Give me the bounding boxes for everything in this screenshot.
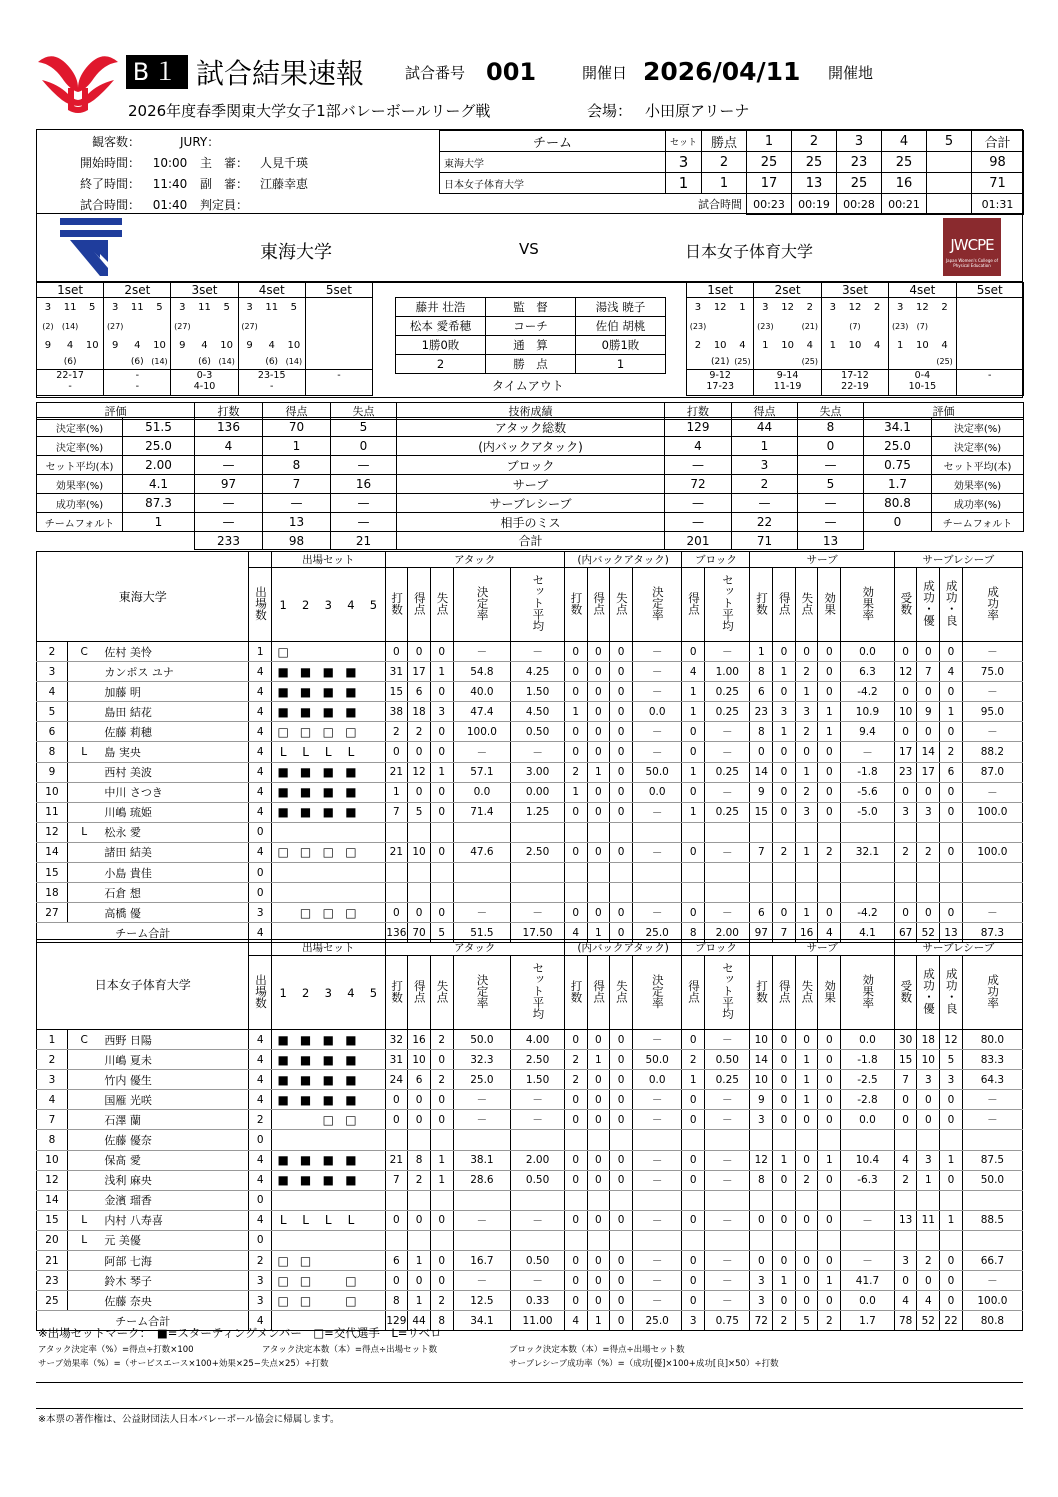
staff-table: 藤井 壮浩 監 督 湯浅 暁子 松本 愛希穂 コーチ 佐伯 胡桃 1勝0敗 通 算 0勝1敗 2 勝 点 1	[395, 297, 666, 374]
player-row: 25 佐藤 奈央 3 □ □ □ 8 1 2 12.5 0.33 0 0 0 － 0 － 3 0 0 0 0.0 4 4 0 100.0	[37, 1291, 1023, 1311]
set-label: 1set	[687, 283, 754, 298]
set-mark-legend: ※出場セットマーク： ■=スターティングメンバー □=交代選手 L=リベロ	[38, 1326, 442, 1340]
vs-label: VS	[519, 240, 539, 258]
score-table: チーム セット 勝点 1 2 3 4 5 合計 東海大学 3 2 25 25 23 25 98 日本女子体育大学 1 1 17 13 25 16 71 試合時間 00:23 00:19 00:28 00:21 01:31	[439, 130, 1024, 215]
timeout-scores: 0-4 10-15	[889, 370, 956, 396]
page-title: 試合結果速報	[196, 57, 365, 90]
set-label: 1set	[37, 283, 104, 298]
player-row: 14 諸田 結美 4 □ □ □ □ 21 10 0 47.6 2.50 0 0 0 － 0 － 7 2 1 2 32.1 2 2 0 100.0	[37, 842, 1023, 862]
timeout-scores: -	[956, 370, 1023, 396]
tech-row: チームフォルト 1 — 13 — 相手のミス — 22 — 0 チームフォルト	[37, 513, 1024, 532]
player-row: 15 小島 貴佳 0	[37, 863, 1023, 883]
set-label: 3set	[171, 283, 238, 298]
venue-name: 小田原アリーナ	[645, 102, 750, 120]
tech-row: 成功率(%) 87.3 — — — サーブレシーブ — — — 80.8 成功率(%)	[37, 494, 1024, 513]
team-name-header: 東海大学	[37, 552, 249, 642]
formula-note-1: アタック決定率（%）=得点÷打数×100	[38, 1345, 194, 1355]
timeout-scores: 9-14 11-19	[754, 370, 821, 396]
tech-row: 決定率(%) 51.5 136 70 5 アタック総数 129 44 8 34.1 決定率(%)	[37, 418, 1024, 437]
player-row: 2 C 佐村 美怜 1 □ 0 0 0 － － 0 0 0 － 0 － 1 0 0 0 0.0 0 0 0 －	[37, 642, 1023, 662]
away-player-table: 日本女子体育大学 出場セット アタック (内バックアタック) ブロック サーブ サーブレシーブ 出場数 1 2 3 4 5 打数 得点 失点 決定率 セット平均 打数 得点 失点 決定率 得点 セット平均 打数 得点 失点 効果 効果率 受数 成功・優 成功・良 成功率 1 C 西野 日陽 4 ■ ■ ■ ■ 32 16 2 50.0 4.00 0 0 0 － 0 － 10 0 0 0 0.0 30 18 12 80.0 2 川嶋 夏未 4 ■ ■ ■ ■ 31 10 0 32.3 2.50 2 1 0 50.0 2 0.50 14 0 1 0 -1.8 15 10 5 83.3 3 竹内 優生 4 ■ ■ ■ ■ 24 6 2 25.0 1.50 2 0 0 0.0 1 0.25 10 0 1 0 -2.5 7 3 3 64.3 4 国雁 光咲 4 ■ ■ ■ ■ 0 0 0 － － 0 0 0 － 0 － 9 0 1 0 -2.8 0 0 0 － 7 石澤 蘭 2 □ □ 0 0 0 － － 0 0 0 － 0 － 3 0 0 0 0.0 0 0 0 － 8 佐藤 優奈 0 10 保髙 愛 4 ■ ■ ■ ■ 21 8 1 38.1 2.00 0 0 0 － 0 － 12 1 0 1 10.4 4 3 1 87.5 12 浅利 麻央 4 ■ ■ ■ ■ 7 2 1 28.6 0.50 0 0 0 － 0 － 8 0 2 0 -6.3 2 1 0 50.0 14 金濱 瑠香 0 15 L 内村 八寿喜 4 L L L L 0 0 0 － － 0 0 0 － 0 － 0 0 0 0 － 13 11 1 88.5 20 L 元 美優 0 21 阿部 七海 2 □ □ 6 1 0 16.7 0.50 0 0 0 － 0 － 0 0 0 0 － 3 2 0 66.7 23 鈴木 琴子 3 □ □ □ 0 0 0 － － 0 0 0 － 0 － 3 1 0 1 41.7 0 0 0 － 25 佐藤 奈央 3 □ □ □ 8 1 2 12.5 0.33 0 0 0 － 0 － 3 0 0 0 0.0 4 4 0 100.0 チーム合計 4 129 44 8 34.1 11.00 4 1 0 25.0 3 0.75 72 2 5 2 1.7 78 52 22 80.8	[36, 939, 1023, 1331]
set-label: 2set	[754, 283, 821, 298]
jva-logo	[34, 48, 122, 116]
player-row: 20 L 元 美優 0	[37, 1230, 1023, 1250]
tech-row: セット平均(本) 2.00 — 8 — ブロック — 3 — 0.75 セット平均(本)	[37, 456, 1024, 475]
match-info: 観客数： JURY： 開始時間： 10:00 主 審： 人見千瑛 終了時間： 11:40 副 審： 江藤幸恵 試合時間： 01:40 判定員：	[79, 135, 309, 212]
league-name: 2026年度春季関東大学女子1部バレーボールリーグ戦	[128, 102, 491, 120]
legend-divider	[36, 1382, 1023, 1383]
away-logo: JWCPE Japan Women's College of Physical Education	[943, 218, 1001, 276]
home-logo	[60, 218, 122, 276]
home-team-name: 東海大学	[260, 242, 332, 263]
player-row: 1 C 西野 日陽 4 ■ ■ ■ ■ 32 16 2 50.0 4.00 0 0 0 － 0 － 10 0 0 0 0.0 30 18 12 80.0	[37, 1030, 1023, 1050]
player-row: 8 L 島 実央 4 L L L L 0 0 0 － － 0 0 0 － 0 － 0 0 0 0 － 17 14 2 88.2	[37, 742, 1023, 762]
player-row: 21 阿部 七海 2 □ □ 6 1 0 16.7 0.50 0 0 0 － 0 － 0 0 0 0 － 3 2 0 66.7	[37, 1251, 1023, 1271]
player-row: 15 L 内村 八寿喜 4 L L L L 0 0 0 － － 0 0 0 － 0 － 0 0 0 0 － 13 11 1 88.5	[37, 1210, 1023, 1230]
team-total-row: チーム合計 4 129 44 8 34.1 11.00 4 1 0 25.0 3 0.75 72 2 5 2 1.7 78 52 22 80.8	[37, 1311, 1023, 1331]
formula-note-5: サーブレシーブ成功率（%）=（成功[優]×100+成功[良]×50）÷打数	[509, 1359, 779, 1369]
tech-row: 決定率(%) 25.0 4 1 0 (内バックアタック) 4 1 0 25.0 決定率(%)	[37, 437, 1024, 456]
tech-stats-rows	[36, 417, 1024, 550]
formula-note-3: ブロック決定本数（本）=得点÷出場セット数	[509, 1345, 685, 1355]
set-label: 5set	[305, 283, 372, 298]
timeout-scores: - -	[104, 370, 171, 396]
venue-label: 会場：	[587, 102, 633, 120]
set-label: 3set	[821, 283, 888, 298]
player-row: 14 金濱 瑠香 0	[37, 1190, 1023, 1210]
tech-row: 効果率(%) 4.1 97 7 16 サーブ 72 2 5 1.7 効果率(%)	[37, 475, 1024, 494]
player-row: 3 竹内 優生 4 ■ ■ ■ ■ 24 6 2 25.0 1.50 2 0 0 0.0 1 0.25 10 0 1 0 -2.5 7 3 3 64.3	[37, 1070, 1023, 1090]
player-row: 9 西村 美波 4 ■ ■ ■ ■ 21 12 1 57.1 3.00 2 1 0 50.0 1 0.25 14 0 1 0 -1.8 23 17 6 87.0	[37, 762, 1023, 782]
division-badge: B１	[126, 55, 188, 89]
home-player-table: 東海大学 出場セット アタック (内バックアタック) ブロック サーブ サーブレシーブ 出場数 1 2 3 4 5 打数 得点 失点 決定率 セット平均 打数 得点 失点 決定率 得点 セット平均 打数 得点 失点 効果 効果率 受数 成功・優 成功・良 成功率 2 C 佐村 美怜 1 □ 0 0 0 － － 0 0 0 － 0 － 1 0 0 0 0.0 0 0 0 － 3 カンポス ユナ 4 ■ ■ ■ ■ 31 17 1 54.8 4.25 0 0 0 － 4 1.00 8 1 2 0 6.3 12 7 4 75.0 4 加藤 明 4 ■ ■ ■ ■ 15 6 0 40.0 1.50 0 0 0 － 1 0.25 6 0 1 0 -4.2 0 0 0 － 5 島田 結花 4 ■ ■ ■ ■ 38 18 3 47.4 4.50 1 0 0 0.0 1 0.25 23 3 3 1 10.9 10 9 1 95.0 6 佐藤 莉穂 4 □ □ □ □ 2 2 0 100.0 0.50 0 0 0 － 0 － 8 1 2 1 9.4 0 0 0 － 8 L 島 実央 4 L L L L 0 0 0 － － 0 0 0 － 0 － 0 0 0 0 － 17 14 2 88.2 9 西村 美波 4 ■ ■ ■ ■ 21 12 1 57.1 3.00 2 1 0 50.0 1 0.25 14 0 1 0 -1.8 23 17 6 87.0 10 中川 さつき 4 ■ ■ ■ ■ 1 0 0 0.0 0.00 1 0 0 0.0 0 － 9 0 2 0 -5.6 0 0 0 － 11 川嶋 琉姫 4 ■ ■ ■ ■ 7 5 0 71.4 1.25 0 0 0 － 1 0.25 15 0 3 0 -5.0 3 3 0 100.0 12 L 松永 愛 0 14 諸田 結美 4 □ □ □ □ 21 10 0 47.6 2.50 0 0 0 － 0 － 7 2 1 2 32.1 2 2 0 100.0 15 小島 貴佳 0 18 石倉 想 0 27 高橋 優 3 □ □ □ 0 0 0 － － 0 0 0 － 0 － 6 0 1 0 -4.2 0 0 0 － チーム合計 4 136 70 5 51.5 17.50 4 1 0 25.0 8 2.00 97 7 16 4 4.1 67 52 13 87.3	[36, 551, 1023, 943]
player-row: 10 中川 さつき 4 ■ ■ ■ ■ 1 0 0 0.0 0.00 1 0 0 0.0 0 － 9 0 2 0 -5.6 0 0 0 －	[37, 782, 1023, 802]
player-row: 5 島田 結花 4 ■ ■ ■ ■ 38 18 3 47.4 4.50 1 0 0 0.0 1 0.25 23 3 3 1 10.9 10 9 1 95.0	[37, 702, 1023, 722]
home-set-table: 1set 2set 3set 4set 5set 3 11 5 3 11 5 3 11 5 3 11 5 (2) (14) (27) (27) (27) 9 4 10 9 4 10 9 4 10 9 4 10 (6) (6) (14) (6) (14) (6) (14) 22-17 - - - 0-3 4-10 23-15 - -	[36, 282, 373, 396]
set-label: 2set	[104, 283, 171, 298]
timeout-scores: 23-15 -	[238, 370, 305, 396]
away-set-table: 1set 2set 3set 4set 5set 3 12 1 3 12 2 3 12 2 3 12 2 (23) (23) (21) (7) (23) (7) 2 10 4 1 10 4 1 10 4 1 10 4 (21) (25) (25) (25) 9-12 17-23 9-14 11-19 17-12 22-19 0-4 10-15 -	[686, 282, 1024, 396]
copyright-note: ※本票の著作権は、公益財団法人日本バレーボール協会に帰属します。	[38, 1414, 340, 1425]
timeout-scores: 17-12 22-19	[821, 370, 888, 396]
player-row: 7 石澤 蘭 2 □ □ 0 0 0 － － 0 0 0 － 0 － 3 0 0 0 0.0 0 0 0 －	[37, 1110, 1023, 1130]
formula-note-2: アタック決定本数（本）=得点÷出場セット数	[262, 1345, 438, 1355]
player-row: 2 川嶋 夏未 4 ■ ■ ■ ■ 31 10 0 32.3 2.50 2 1 0 50.0 2 0.50 14 0 1 0 -1.8 15 10 5 83.3	[37, 1050, 1023, 1070]
match-date: 2026/04/11	[643, 57, 801, 86]
score-row-away: 日本女子体育大学 1 1 17 13 25 16 71	[440, 173, 1024, 194]
set-label: 5set	[956, 283, 1023, 298]
away-team-name: 日本女子体育大学	[685, 242, 814, 261]
player-row: 27 高橋 優 3 □ □ □ 0 0 0 － － 0 0 0 － 0 － 6 0 1 0 -4.2 0 0 0 －	[37, 903, 1023, 923]
player-row: 12 浅利 麻央 4 ■ ■ ■ ■ 7 2 1 28.6 0.50 0 0 0 － 0 － 8 0 2 0 -6.3 2 1 0 50.0	[37, 1170, 1023, 1190]
timeout-label: タイムアウト	[492, 379, 564, 393]
team-total-row: チーム合計 4 136 70 5 51.5 17.50 4 1 0 25.0 8 2.00 97 7 16 4 4.1 67 52 13 87.3	[37, 923, 1023, 943]
date-label: 開催日	[582, 64, 628, 82]
timeout-scores: 0-3 4-10	[171, 370, 238, 396]
player-row: 12 L 松永 愛 0	[37, 822, 1023, 842]
player-row: 18 石倉 想 0	[37, 883, 1023, 903]
score-row-home: 東海大学 3 2 25 25 23 25 98	[440, 152, 1024, 173]
bottom-divider	[36, 1408, 1023, 1409]
set-label: 4set	[889, 283, 956, 298]
player-row: 4 国雁 光咲 4 ■ ■ ■ ■ 0 0 0 － － 0 0 0 － 0 － 9 0 1 0 -2.8 0 0 0 －	[37, 1090, 1023, 1110]
timeout-scores: 22-17 -	[37, 370, 104, 396]
venue-place-label: 開催地	[828, 64, 874, 82]
timeout-scores: -	[305, 370, 372, 396]
timeout-scores: 9-12 17-23	[687, 370, 754, 396]
match-no: 001	[486, 58, 537, 86]
player-row: 8 佐藤 優奈 0	[37, 1130, 1023, 1150]
player-row: 10 保髙 愛 4 ■ ■ ■ ■ 21 8 1 38.1 2.00 0 0 0 － 0 － 12 1 0 1 10.4 4 3 1 87.5	[37, 1150, 1023, 1170]
tech-total-row: 233 98 21 合計 201 71 13	[37, 532, 1024, 550]
set-label: 4set	[238, 283, 305, 298]
player-row: 6 佐藤 莉穂 4 □ □ □ □ 2 2 0 100.0 0.50 0 0 0 － 0 － 8 1 2 1 9.4 0 0 0 －	[37, 722, 1023, 742]
team-name-header: 日本女子体育大学	[37, 940, 249, 1030]
tech-stats-table: 評価 打数 得点 失点 技術成績 打数 得点 失点 評価	[36, 402, 1024, 420]
match-no-label: 試合番号	[405, 64, 466, 82]
player-row: 4 加藤 明 4 ■ ■ ■ ■ 15 6 0 40.0 1.50 0 0 0 － 1 0.25 6 0 1 0 -4.2 0 0 0 －	[37, 682, 1023, 702]
player-row: 3 カンポス ユナ 4 ■ ■ ■ ■ 31 17 1 54.8 4.25 0 0 0 － 4 1.00 8 1 2 0 6.3 12 7 4 75.0	[37, 662, 1023, 682]
player-row: 11 川嶋 琉姫 4 ■ ■ ■ ■ 7 5 0 71.4 1.25 0 0 0 － 1 0.25 15 0 3 0 -5.0 3 3 0 100.0	[37, 802, 1023, 822]
player-row: 23 鈴木 琴子 3 □ □ □ 0 0 0 － － 0 0 0 － 0 － 3 1 0 1 41.7 0 0 0 －	[37, 1271, 1023, 1291]
set-times: 試合時間 00:23 00:19 00:28 00:21 01:31	[440, 194, 1024, 215]
formula-note-4: サーブ効果率（%）=（サービスエース×100+効果×25−失点×25）÷打数	[38, 1359, 329, 1369]
